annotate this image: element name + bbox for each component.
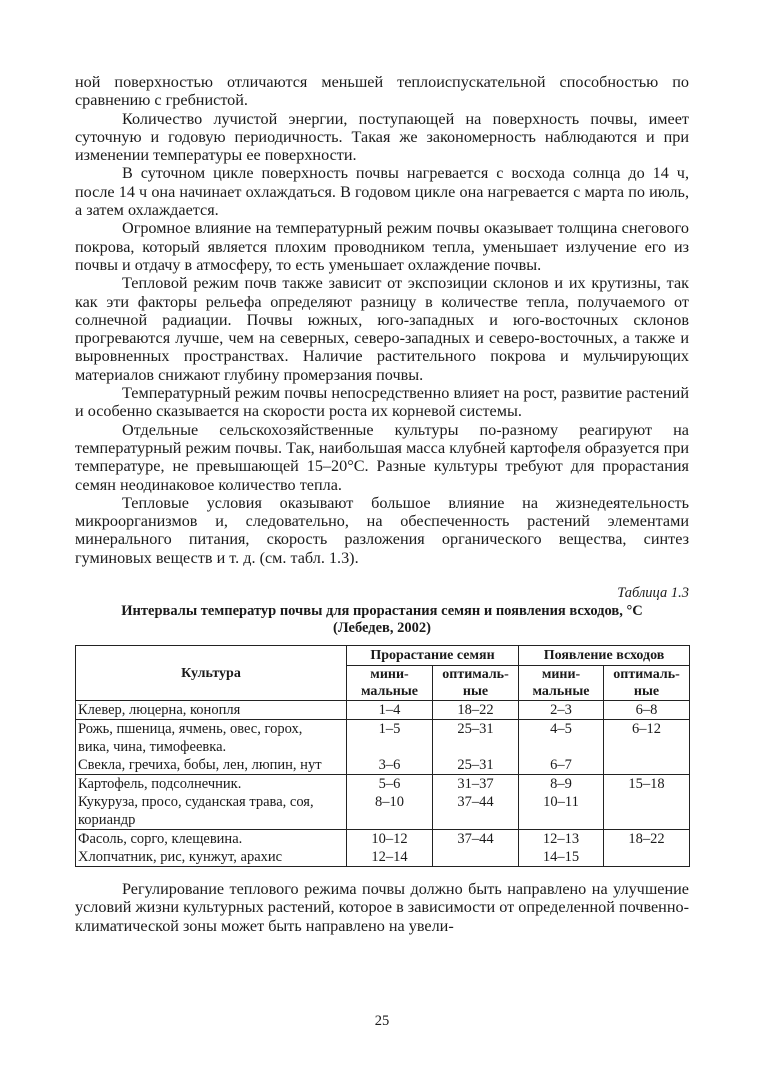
header-germination: Прорастание семян [347, 646, 519, 666]
header-germination-min: мини- мальные [347, 666, 433, 701]
cell-line [521, 738, 601, 756]
table-title-line-2: (Лебедев, 2002) [333, 620, 431, 637]
cell-germination-min [347, 775, 433, 830]
cell-line: 1–5 [378, 721, 401, 738]
cell-line: 1–4 [378, 702, 401, 719]
header-germination-opt: оптималь- ные [433, 666, 519, 701]
cell-sprouting-min [519, 720, 604, 775]
cell-sprouting-opt [604, 775, 690, 830]
cell-line: 25–31 [457, 757, 494, 774]
table-row [76, 701, 690, 720]
header-sprouting-min: мини- мальные [519, 666, 604, 701]
cell-line: Свекла, гречиха, бобы, лен, люпин, нут [78, 757, 322, 774]
table-row [76, 775, 690, 830]
cell-crops [76, 720, 347, 775]
cell-line: 25–31 [457, 721, 494, 738]
paragraph: Регулирование теплового режима почвы должно быть направлено на улучшение условий жизни культурных растений, которое в зависимости от определенной почвенно-климатической зоны может быть направлено на увели- [75, 880, 689, 935]
cell-line [606, 811, 687, 829]
cell-germination-opt [433, 701, 519, 720]
paragraph: Тепловой режим почв также зависит от экспозиции склонов и их крутизны, так как эти факторы рельефа определяют разницу в количестве тепла, получаемого от солнечной радиации. Почвы южных, юго-западных и юго-восточных склонов прогреваются лучше, чем на северных, северо-западных и северо-восточных, а также и выровненных пространствах. Наличие растительного покрова и мульчирующих материалов снижают глубину промерзания почвы. [75, 274, 689, 384]
paragraph: Тепловые условия оказывают большое влияние на жизнедеятельность микроорганизмов и, следовательно, на обеспеченность растений элементами минерального питания, скорость разложения органического вещества, синтез гуминовых веществ и т. д. (см. табл. 1.3). [75, 493, 689, 567]
cell-line: 4–5 [550, 721, 572, 738]
paragraph: Количество лучистой энергии, поступающей на поверхность почвы, имеет суточную и годовую периодичность. Такая же закономерность наблюдаются и при изменении температуры ее поверхности. [75, 109, 689, 165]
cell-sprouting-min [519, 701, 604, 720]
cell-line: 10–11 [543, 794, 579, 811]
cell-sprouting-opt [604, 830, 690, 867]
cell-crops [76, 701, 347, 720]
cell-line: Картофель, подсолнечник. [78, 776, 242, 793]
cell-germination-opt [433, 830, 519, 867]
cell-germination-min [347, 701, 433, 720]
cell-line: 5–6 [378, 776, 401, 793]
cell-line [606, 738, 687, 756]
cell-line: 37–44 [457, 831, 494, 848]
cell-line: 18–22 [628, 831, 665, 848]
cell-line: Клевер, люцерна, конопля [78, 702, 241, 719]
header-sprouting: Появление всходов [519, 646, 690, 666]
cell-line [349, 738, 430, 756]
cell-line [435, 848, 516, 866]
cell-germination-opt [433, 720, 519, 775]
cell-line: Рожь, пшеница, ячмень, овес, горох, [78, 721, 303, 738]
table-title [75, 603, 689, 637]
cell-line: 37–44 [457, 794, 494, 811]
cell-sprouting-opt [604, 701, 690, 720]
paragraph: Огромное влияние на температурный режим почвы оказывает толщина снегового покрова, который является плохим проводником тепла, уменьшает излучение его из почвы и отдачу в атмосферу, то есть уменьшает охлаждение почвы. [75, 219, 689, 274]
cell-line: 8–9 [550, 776, 572, 793]
cell-line: 3–6 [378, 757, 401, 774]
cell-line: 6–7 [550, 757, 572, 774]
header-sprouting-opt: оптималь- ные [604, 666, 690, 701]
table-row [76, 830, 690, 867]
body-text-top [75, 73, 689, 567]
cell-crops [76, 830, 347, 867]
cell-germination-opt [433, 775, 519, 830]
cell-line: 2–3 [550, 702, 572, 719]
header-crop: Культура [76, 646, 347, 701]
cell-sprouting-opt [604, 720, 690, 775]
cell-line [606, 793, 687, 811]
cell-line: Хлопчатник, рис, кунжут, арахис [78, 849, 283, 866]
cell-line: 6–8 [635, 702, 658, 719]
cell-germination-min [347, 830, 433, 867]
page-body [75, 73, 689, 935]
cell-line [606, 756, 687, 774]
cell-sprouting-min [519, 775, 604, 830]
body-text-bottom [75, 880, 689, 935]
cell-line [435, 738, 516, 756]
cell-line: Кукуруза, просо, суданская трава, соя, [78, 794, 314, 811]
cell-line [435, 811, 516, 829]
cell-line: вика, чина, тимофеевка. [78, 739, 227, 756]
paragraph: Отдельные сельскохозяйственные культуры по-разному реагируют на температурный режим почвы. Так, наибольшая масса клубней картофеля образуется при температуре, не превышающей 15–20°С. Разные культуры требуют для прорастания семян неодинаковое количество тепла. [75, 420, 689, 494]
cell-line: 15–18 [628, 776, 665, 793]
table-body [76, 701, 690, 867]
cell-line: 31–37 [457, 776, 494, 793]
paragraph: ной поверхностью отличаются меньшей теплоиспускательной способностью по сравнению с гребнистой. [75, 73, 689, 110]
table-title-line-1: Интервалы температур почвы для прорастания семян и появления всходов, °С [121, 603, 643, 620]
cell-line [521, 811, 601, 829]
cell-line: 14–15 [542, 849, 580, 866]
page-number: 25 [374, 1013, 390, 1029]
cell-line: кориандр [78, 812, 136, 829]
cell-crops [76, 775, 347, 830]
cell-line: 8–10 [375, 794, 404, 811]
cell-sprouting-min [519, 830, 604, 867]
table-row [76, 720, 690, 775]
cell-line: 12–13 [542, 831, 580, 848]
cell-line [349, 811, 430, 829]
cell-line: 10–12 [371, 831, 408, 848]
temperature-table [75, 645, 690, 867]
cell-line: 12–14 [371, 849, 408, 866]
table-label: Таблица 1.3 [617, 585, 689, 602]
cell-line: Фасоль, сорго, клещевина. [78, 831, 243, 848]
cell-line: 18–22 [457, 702, 494, 719]
cell-line [606, 848, 687, 866]
paragraph: Температурный режим почвы непосредственно влияет на рост, развитие растений и особенно сказывается на скорости роста их корневой системы. [75, 384, 689, 421]
cell-germination-min [347, 720, 433, 775]
paragraph: В суточном цикле поверхность почвы нагревается с восхода солнца до 14 ч, после 14 ч она начинает охлаждаться. В годовом цикле она нагревается с марта по июль, а затем охлаждается. [75, 164, 689, 220]
cell-line: 6–12 [632, 721, 662, 738]
